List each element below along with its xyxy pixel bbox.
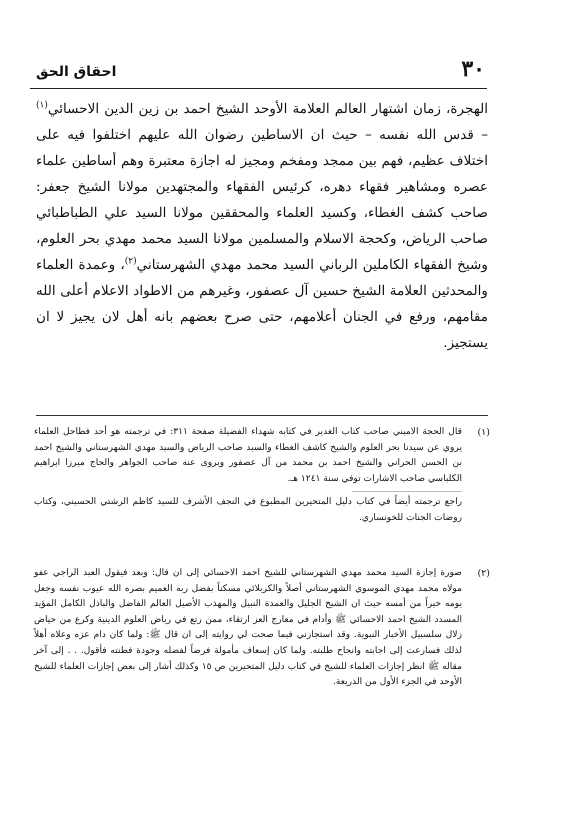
footnote-number: (١) (477, 427, 490, 438)
footnote-paragraph: راجع ترجمته أيضاً في كتاب دليل المتحيرين المطبوع في النجف الأشرف للسيد كاظم الرشتي الحسيني، وكتاب روضات الجنات للخونساري. (34, 497, 462, 523)
footnote-ref-1: (١) (36, 100, 48, 111)
footnote-number: (٢) (477, 568, 490, 579)
footnote-paragraph: صورة إجازة السيد محمد مهدي الشهرستاني للشيخ احمد الاحسائي إلى ان قال: وبعد فيقول العبد الراجي عفو مولاه محمد مهدي الموسوي الشهرستاني أصلاً والكربلائي مسكناً بفضل ربه العميم بصره الله عيوب نفسه وجعل يومه خيراً من أمسه حيث ان الشيخ الجليل والعمدة النبيل والمهذب الأصيل العالم الفاضل والباذل الكامل المؤيد المسدد الشيخ احمد الاحسائي ﷺ وأدام في معارج العز ارتقاء، ممن رتع في رياض العلوم الدينية وكرع من حياض زلال سلسبيل الأخبار النبوية. وقد استجازني فيما صحت لي روايته إلى ان قال ﷺ: ولما كان دام عزه وعلاه أهلاً لذلك فسارعت إلى اجابته وانجاح طلبته. ولما كان إسعاف مأمولة فرضاً لفضله وجودة فطنته فأقول. . . إلى آخر مقاله ﷺ انظر إجازات العلماء للشيخ في كتاب دليل المتحيرين ص ١٥ وكذلك أشار إلى بعض إجازات العلماء للشيخ الأوحد في الجزء الأول من الذريعة. (34, 568, 463, 688)
footnote-inner-divider (352, 491, 462, 492)
footnote-1 (34, 425, 490, 527)
main-text-part-3: ، وعمدة العلماء والمحدثين العلامة الشيخ حسين آل عصفور، وغيرهم من الاطواد الاعلام أعلى الله مقامهم، ورفع في الجنان أعلامهم، حتى صرح بعضهم بانه أهل لان يجيز لا ان يستجيز. (36, 257, 488, 351)
footnote-ref-2: (٢) (124, 256, 137, 267)
footnote-paragraph: قال الحجة الاميني صاحب كتاب الغدير في كتابه شهداء الفضيلة صفحة ٣١١: في ترجمته هو أحد فطاحل العلماء يروي عن سيدنا بحر العلوم والشيخ كاشف الغطاء والسيد صاحب الرياض والسيد مهدي الشهرستاني والشيخ احمد بن الحسن الحراني والشيخ احمد بن محمد من آل عصفور ويروى عنه صاحب الجواهر والحاج ميرزا ابراهيم الكلباسي صاحب الاشارات توفي سنة ١٢٤١ هـ. (34, 427, 462, 484)
main-text-part-1: الهجرة، زمان اشتهار العالم العلامة الأوحد الشيخ احمد بن زين الدين الاحسائي (47, 101, 488, 117)
header-rule (30, 88, 487, 89)
footnote-2 (34, 566, 490, 691)
footnote-separator (36, 415, 488, 416)
main-text-part-2: – قدس الله نفسه – حيث ان الاساطين رضوان الله عليهم اختلفوا فيه على اختلاف عظيم، فهم بين ممجد ومفخم ومجيز له اجازة معتبرة وهم أساطين علماء عصره ومشاهير فقهاء دهره، كرئيس الفقهاء والمجتهدين مولانا الشيخ جعفر: صاحب كشف الغطاء، وكسيد العلماء والمحققين مولانا السيد علي الطباطبائي صاحب الرياض، وكحجة الاسلام والمسلمين مولانا السيد محمد مهدي بحر العلوم، وشيخ الفقهاء الكاملين الرباني السيد محمد مهدي الشهرستاني (36, 127, 488, 273)
page-number: ٣٠ (461, 56, 485, 82)
main-text (36, 96, 488, 356)
running-title: احقاق الحق (36, 64, 117, 80)
